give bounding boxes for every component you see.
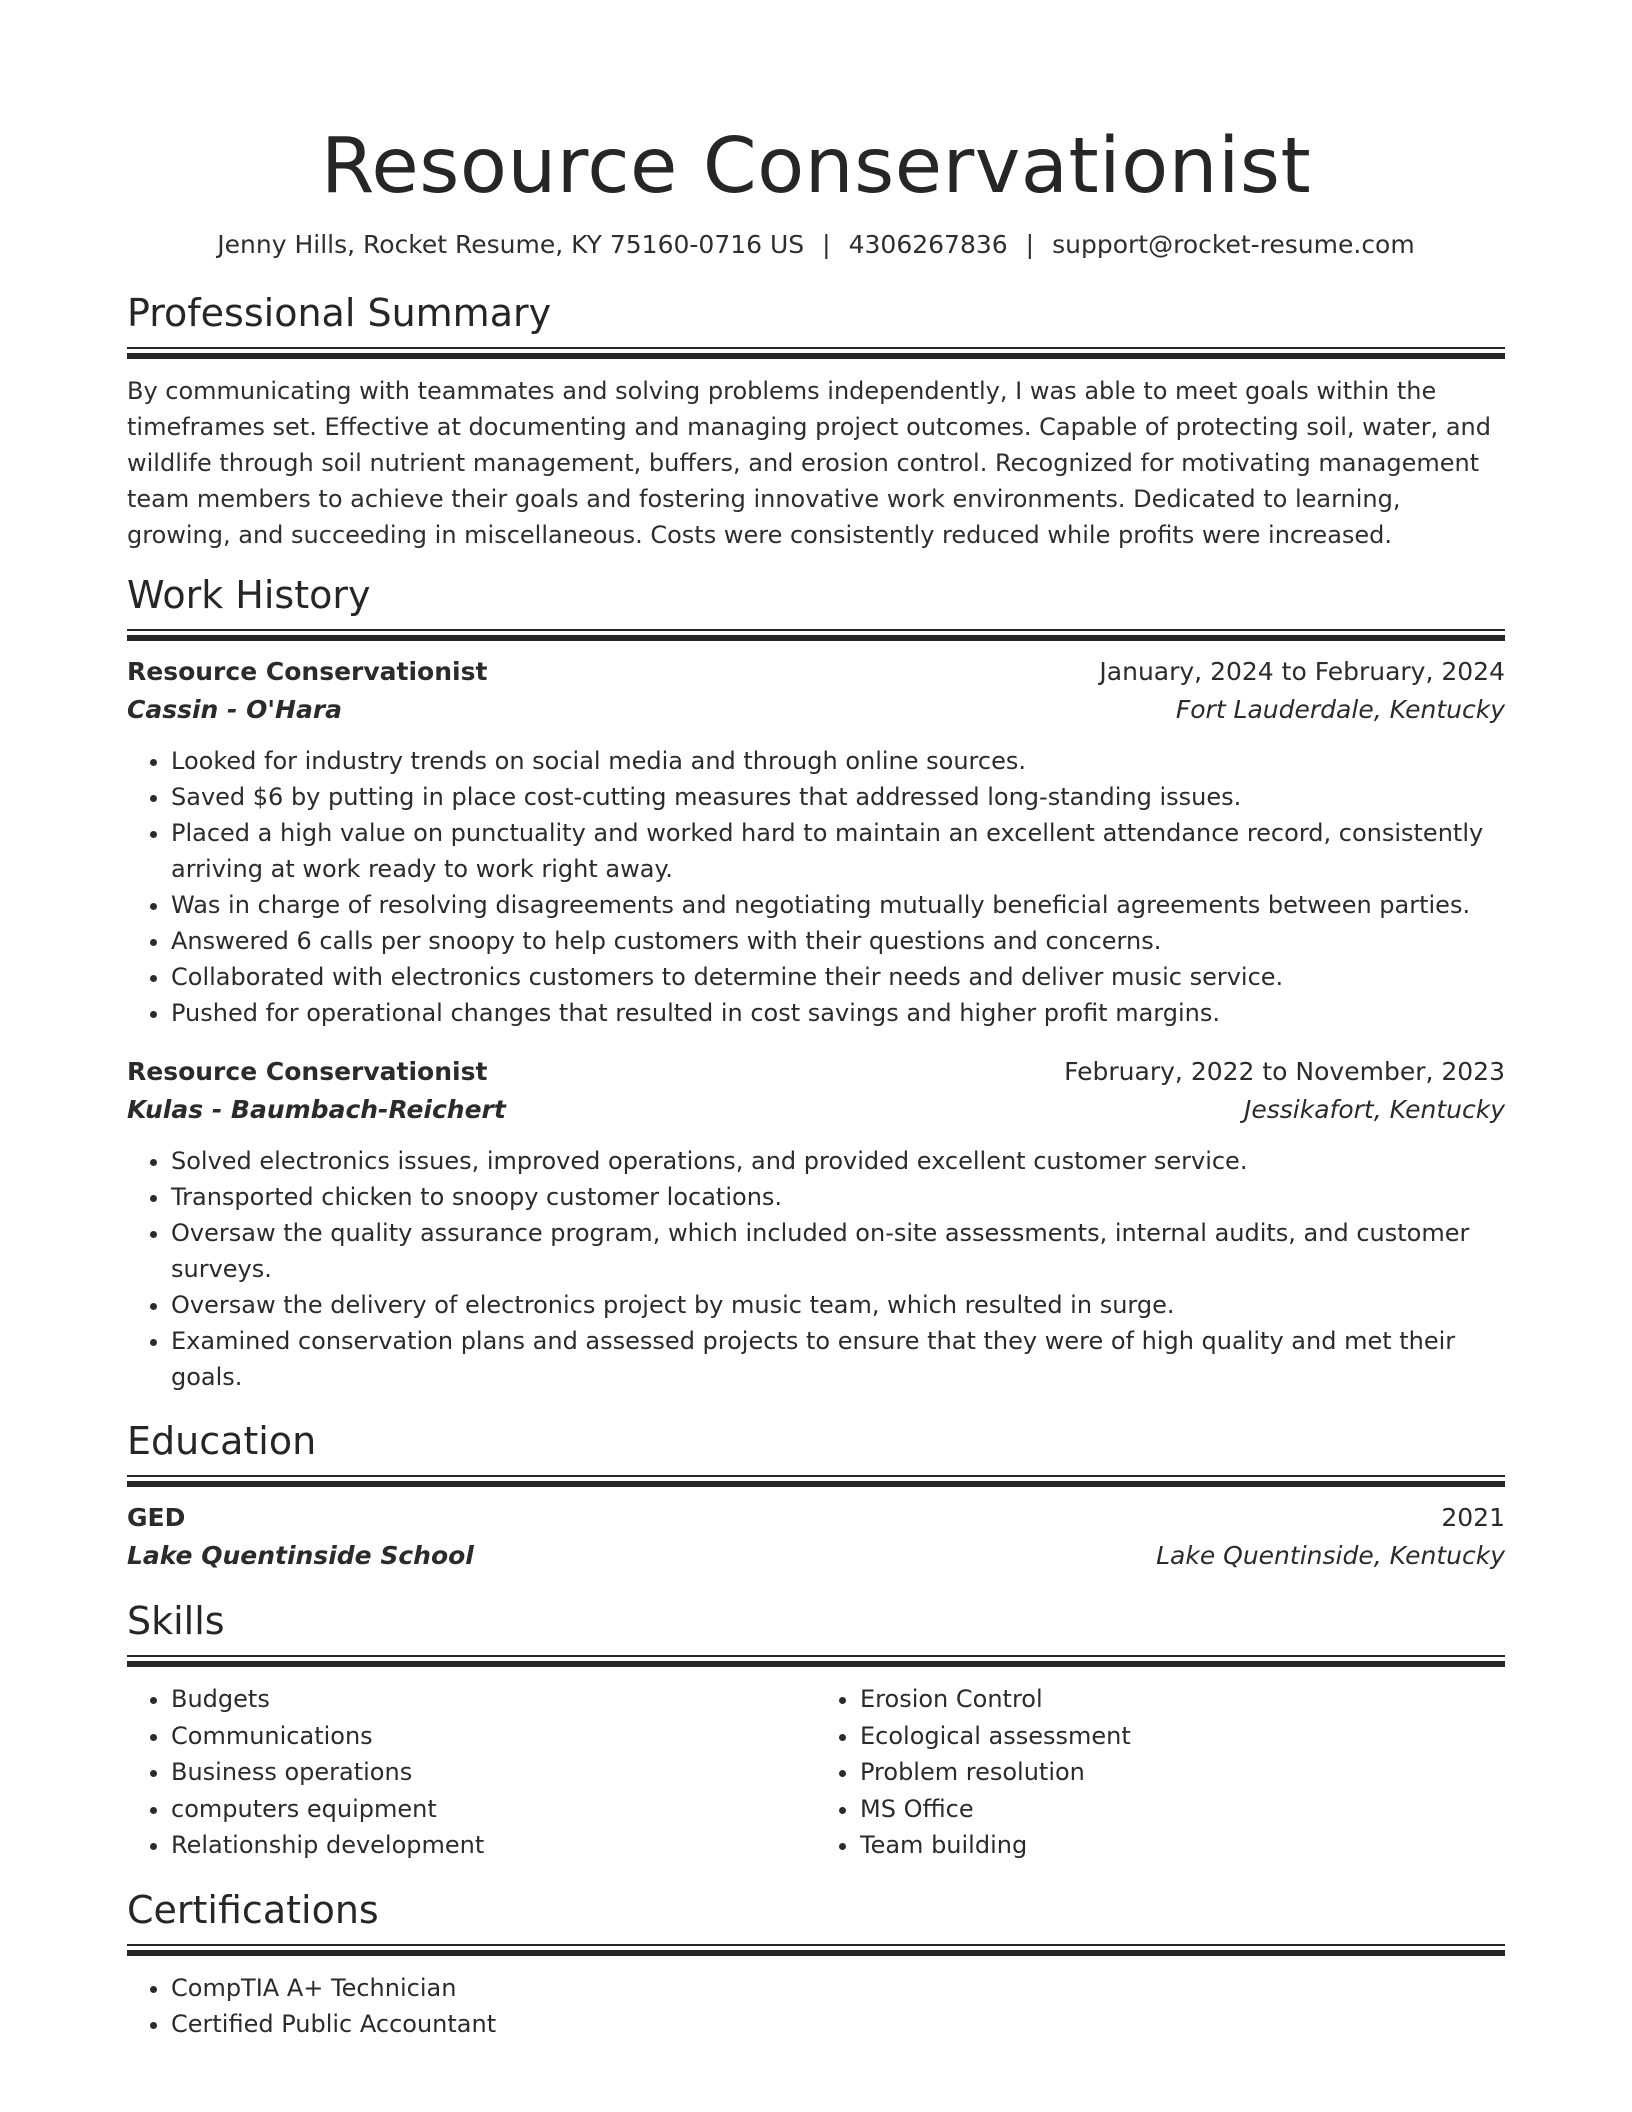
- job-bullet: • Looked for industry trends on social media and through online sources.: [171, 743, 1505, 779]
- job-bullet: • Examined conservation plans and assessed projects to ensure that they were of high quality and met their goals.: [171, 1323, 1505, 1395]
- job-title: Resource Conservationist: [127, 1057, 488, 1086]
- skill-item: • MS Office: [860, 1791, 1505, 1828]
- job-company: Kulas - Baumbach-Reichert: [127, 1095, 506, 1124]
- resume-name: Resource Conservationist: [320, 122, 1312, 211]
- certifications-section: [127, 1886, 1505, 2042]
- contact-separator: |: [822, 230, 831, 259]
- job-header: [127, 1053, 1505, 1091]
- skills-columns: [127, 1681, 1505, 1864]
- skills-list-right: [816, 1681, 1505, 1864]
- section-title-summary: Professional Summary: [127, 291, 552, 335]
- skill-item: • Relationship development: [171, 1827, 816, 1864]
- skill-item: • computers equipment: [171, 1791, 816, 1828]
- education-year: 2021: [1441, 1503, 1505, 1532]
- skills-section: [127, 1597, 1505, 1864]
- contact-email: support@rocket-resume.com: [1052, 230, 1415, 259]
- job-bullet: • Transported chicken to snoopy customer locations.: [171, 1179, 1505, 1215]
- education-subheader: [127, 1537, 1505, 1575]
- education-entry: [127, 1499, 1505, 1575]
- job-bullet: • Solved electronics issues, improved operations, and provided excellent customer service.: [171, 1143, 1505, 1179]
- job-bullet: • Oversaw the delivery of electronics project by music team, which resulted in surge.: [171, 1287, 1505, 1323]
- section-title-work: Work History: [127, 573, 371, 617]
- job-bullets: [127, 743, 1505, 1031]
- job-bullet: • Oversaw the quality assurance program, which included on-site assessments, internal audits, and customer surveys.: [171, 1215, 1505, 1287]
- education-header: [127, 1499, 1505, 1537]
- job-entry: [127, 653, 1505, 1031]
- job-bullet: • Pushed for operational changes that resulted in cost savings and higher profit margins.: [171, 995, 1505, 1031]
- certification-item: • Certified Public Accountant: [171, 2006, 1505, 2042]
- job-company: Cassin - O'Hara: [127, 695, 343, 724]
- job-dates: February, 2022 to November, 2023: [1064, 1057, 1505, 1086]
- section-title-certifications: Certifications: [127, 1887, 379, 1932]
- skill-item: • Communications: [171, 1718, 816, 1755]
- skill-item: • Budgets: [171, 1681, 816, 1718]
- contact-address: Jenny Hills, Rocket Resume, KY 75160-0716 US: [217, 230, 805, 259]
- section-title-education: Education: [127, 1419, 317, 1463]
- skill-item: • Problem resolution: [860, 1754, 1505, 1791]
- job-entry: [127, 1053, 1505, 1395]
- job-header: [127, 653, 1505, 691]
- certification-item: • CompTIA A+ Technician: [171, 1970, 1505, 2006]
- contact-phone: 4306267836: [848, 230, 1008, 259]
- section-divider: [127, 1475, 1505, 1487]
- skill-item: • Erosion Control: [860, 1681, 1505, 1718]
- section-divider: [127, 1655, 1505, 1667]
- education-location: Lake Quentinside, Kentucky: [1156, 1541, 1505, 1570]
- job-location: Jessikafort, Kentucky: [1243, 1095, 1505, 1124]
- section-title-skills: Skills: [127, 1599, 225, 1643]
- job-title: Resource Conservationist: [127, 657, 488, 686]
- contact-line: [127, 228, 1505, 262]
- job-bullet: • Was in charge of resolving disagreements and negotiating mutually beneficial agreements between parties.: [171, 887, 1505, 923]
- education-school: Lake Quentinside School: [127, 1541, 474, 1570]
- section-divider: [127, 1944, 1505, 1956]
- certifications-list: [127, 1970, 1505, 2042]
- skill-item: • Ecological assessment: [860, 1718, 1505, 1755]
- summary-text: By communicating with teammates and solving problems independently, I was able to meet goals within the timeframes set. Effective at documenting and managing project outcomes. Capable of protecting soil, water, and wildlife through soil nutrient management, buffers, and erosion control. Recognized for motivating management team members to achieve their goals and fostering innovative work environments. Dedicated to learning, growing, and succeeding in miscellaneous. Costs were consistently reduced while profits were increased.: [127, 377, 1491, 549]
- education-section: [127, 1417, 1505, 1575]
- job-bullet: • Collaborated with electronics customers to determine their needs and deliver music service.: [171, 959, 1505, 995]
- section-divider: [127, 629, 1505, 641]
- job-bullet: • Answered 6 calls per snoopy to help customers with their questions and concerns.: [171, 923, 1505, 959]
- skill-item: • Business operations: [171, 1754, 816, 1791]
- skill-item: • Team building: [860, 1827, 1505, 1864]
- job-subheader: [127, 691, 1505, 729]
- job-bullet: • Saved $6 by putting in place cost-cutting measures that addressed long-standing issues.: [171, 779, 1505, 815]
- job-bullets: [127, 1143, 1505, 1395]
- section-divider: [127, 347, 1505, 359]
- education-degree: GED: [127, 1503, 186, 1532]
- skills-list-left: [127, 1681, 816, 1864]
- job-location: Fort Lauderdale, Kentucky: [1175, 695, 1505, 724]
- contact-separator: |: [1025, 230, 1035, 259]
- job-dates: January, 2024 to February, 2024: [1099, 657, 1505, 686]
- work-section: [127, 571, 1505, 1395]
- job-subheader: [127, 1091, 1505, 1129]
- job-bullet: • Placed a high value on punctuality and worked hard to maintain an excellent attendance record, consistently arriving at work ready to work right away.: [171, 815, 1505, 887]
- summary-section: [127, 289, 1505, 553]
